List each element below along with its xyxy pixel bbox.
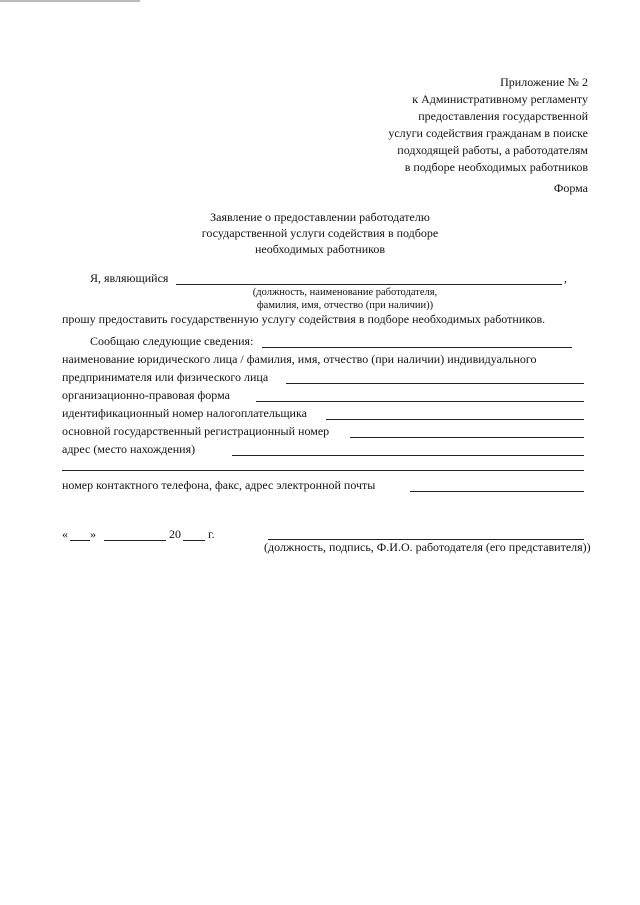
ogrn-label: основной государственный регистрационный номер	[62, 424, 330, 438]
title-line-2: государственной услуги содействия в подборе	[201, 226, 439, 240]
fields-intro: Сообщаю следующие сведения:	[90, 334, 254, 348]
year-suffix: г.	[208, 527, 215, 541]
annex-line-5: подходящей работы, а работодателям	[397, 143, 588, 157]
fields-intro-line[interactable]	[262, 347, 572, 348]
contacts-field-line[interactable]	[410, 491, 584, 492]
address-field-line-2[interactable]	[62, 470, 584, 471]
year-field-line[interactable]	[183, 540, 205, 541]
day-field-line[interactable]	[70, 540, 90, 541]
signature-caption: (должность, подпись, Ф.И.О. работодателя (его представителя))	[264, 540, 591, 554]
org-name-label: наименование юридического лица / фамилия, имя, отчество (при наличии) индивидуального	[62, 352, 537, 366]
applicant-hint-1: (должность, наименование работодателя,	[252, 287, 438, 298]
year-prefix: 20	[169, 527, 181, 541]
annex-line-6: в подборе необходимых работников	[404, 160, 588, 174]
address-field-line[interactable]	[232, 455, 584, 456]
applicant-comma: ,	[564, 271, 567, 285]
annex-line-3: предоставления государственной	[418, 109, 588, 123]
form-label: Форма	[553, 181, 588, 195]
ogrn-field-line[interactable]	[350, 437, 584, 438]
month-field-line[interactable]	[104, 540, 166, 541]
applicant-intro: Я, являющийся	[90, 271, 169, 285]
address-label: адрес (место нахождения)	[62, 442, 196, 456]
legal-form-label: организационно-правовая форма	[62, 388, 230, 402]
org-name-label-cont: предпринимателя или физического лица	[62, 370, 269, 384]
inn-field-line[interactable]	[326, 419, 584, 420]
date-close-quote: »	[90, 527, 96, 541]
scan-edge-mark	[0, 0, 140, 2]
service-request-text: прошу предоставить государственную услугу содействия в подборе необходимых работников.	[62, 312, 546, 326]
applicant-hint-2: фамилия, имя, отчество (при наличии))	[256, 300, 434, 311]
contacts-label: номер контактного телефона, факс, адрес электронной почты	[62, 478, 376, 492]
title-line-1: Заявление о предоставлении работодателю	[210, 210, 430, 224]
annex-line-2: к Административному регламенту	[412, 92, 588, 106]
date-open-quote: «	[62, 527, 68, 541]
legal-form-field-line[interactable]	[256, 401, 584, 402]
annex-number: Приложение № 2	[500, 75, 588, 89]
inn-label: идентификационный номер налогоплательщика	[62, 406, 307, 420]
title-line-3: необходимых работников	[254, 242, 386, 256]
annex-line-4: услуги содействия гражданам в поиске	[388, 126, 588, 140]
org-name-field-line[interactable]	[286, 383, 584, 384]
